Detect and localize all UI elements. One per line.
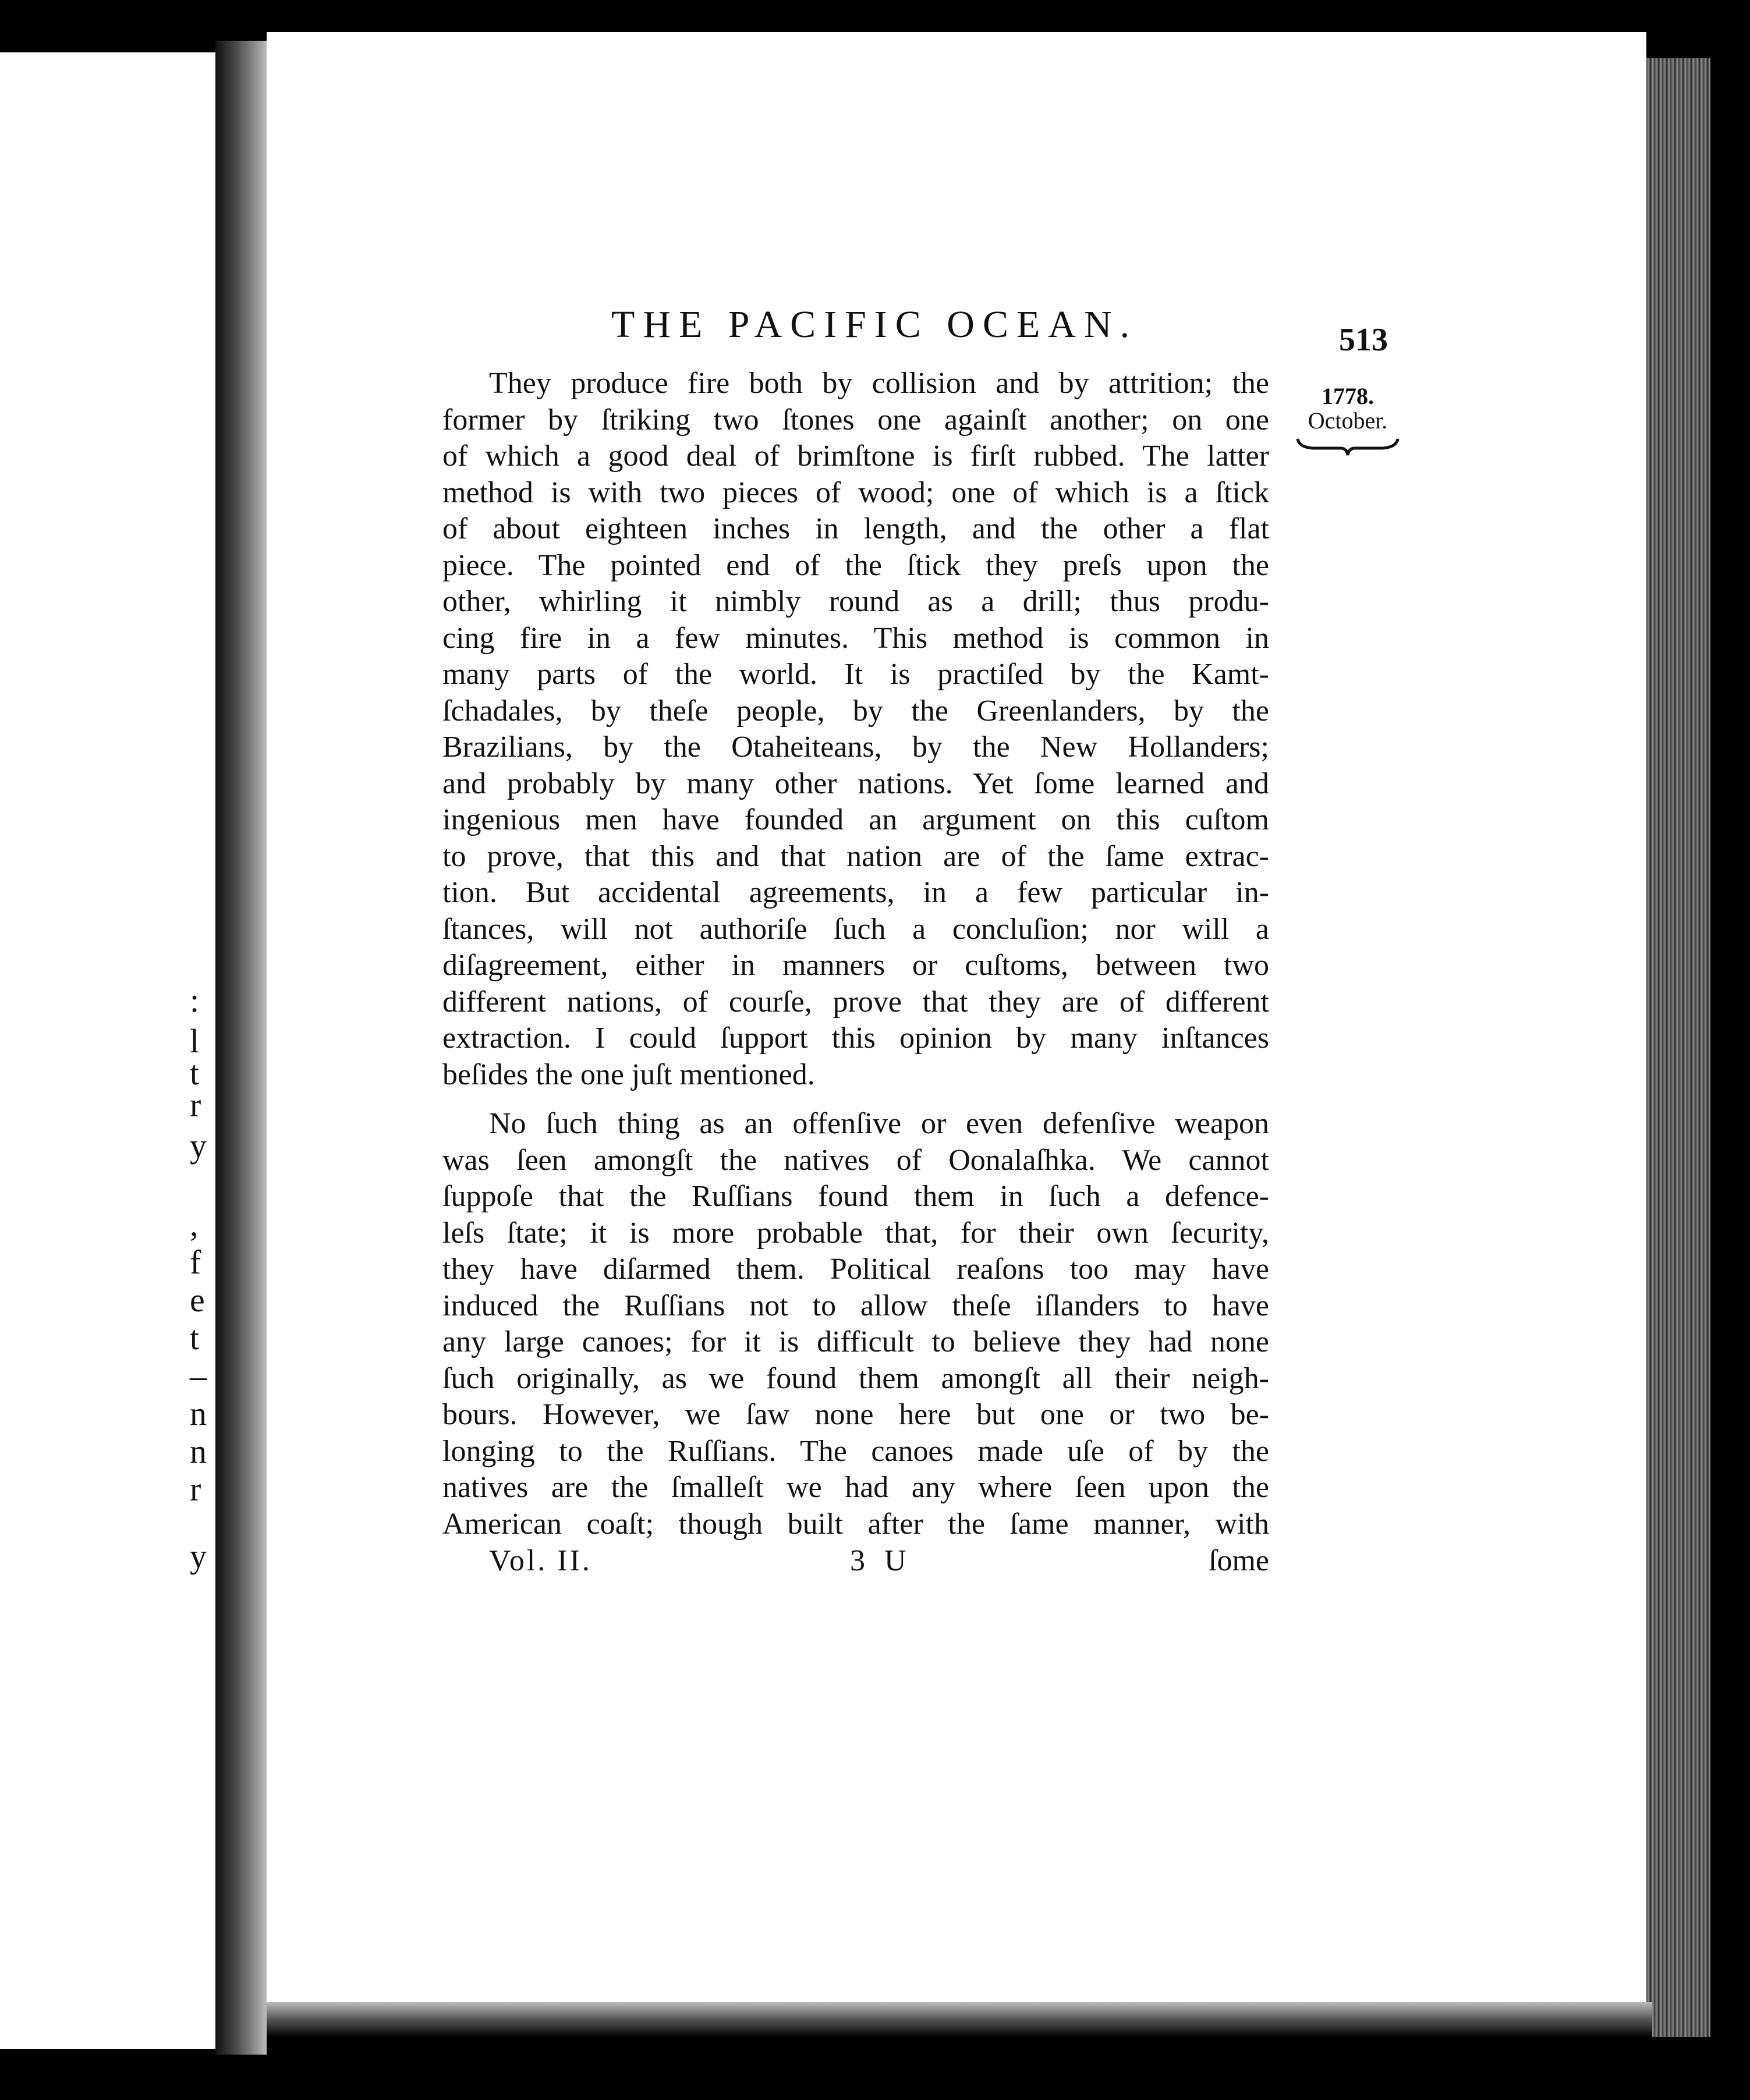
text-line: extraction. I could ſupport this opinion by many inſtances	[442, 1021, 1269, 1055]
left-page-fragment: t	[190, 1054, 200, 1092]
text-line: Brazilians, by the Otaheiteans, by the New Hollanders;	[442, 730, 1269, 764]
text-line: ſchadales, by theſe people, by the Greenlanders, by the	[442, 694, 1269, 728]
left-page-fragment: r	[190, 1086, 201, 1124]
text-line: ſtances, will not authoriſe ſuch a concluſion; nor will a	[442, 912, 1269, 946]
text-line: natives are the ſmalleſt we had any where ſeen upon the	[442, 1471, 1269, 1504]
text-line: other, whirling it nimbly round as a drill; thus produ-	[442, 585, 1269, 618]
text-line: No ſuch thing as an offenſive or even defenſive weapon	[489, 1107, 1269, 1140]
margin-month: October.	[1308, 407, 1388, 434]
left-page-fragment: r	[190, 1470, 201, 1508]
left-page-fragment: t	[190, 1319, 200, 1357]
text-line: of about eighteen inches in length, and the other a flat	[442, 512, 1269, 545]
margin-year: 1778.	[1322, 383, 1374, 409]
text-line: method is with two pieces of wood; one of which is a ſtick	[442, 476, 1269, 509]
left-page-fragment: –	[190, 1357, 207, 1395]
text-line: induced the Ruſſians not to allow theſe iſlanders to have	[442, 1289, 1269, 1322]
paragraph-gap	[442, 1093, 1269, 1106]
left-page-fragment: n	[190, 1432, 207, 1470]
text-line: beſides the one juſt mentioned.	[442, 1058, 815, 1091]
text-line: piece. The pointed end of the ſtick they preſs upon the	[442, 548, 1269, 582]
text-line: different nations, of courſe, prove that they are of different	[442, 985, 1269, 1019]
signature-mark: 3 U	[850, 1544, 912, 1577]
left-page-fragment: :	[190, 981, 200, 1019]
text-line: any large canoes; for it is difficult to believe they had none	[442, 1325, 1269, 1358]
page-number: 513	[1339, 322, 1388, 358]
left-page-fragment: l	[190, 1022, 200, 1060]
text-line: cing fire in a few minutes. This method is common in	[442, 621, 1269, 655]
text-line: of which a good deal of brimſtone is firſt rubbed. The latter	[442, 439, 1269, 473]
text-line: bours. However, we ſaw none here but one or two be-	[442, 1398, 1269, 1431]
text-line: and probably by many other nations. Yet ſome learned and	[442, 767, 1269, 800]
text-line: American coaſt; though built after the ſame manner, with	[442, 1507, 1269, 1541]
page-footer	[489, 1544, 1269, 1584]
body-text	[442, 366, 1269, 1542]
text-line: longing to the Ruſſians. The canoes made uſe of by the	[442, 1434, 1269, 1468]
text-line: They produce fire both by collision and by attrition; the	[489, 367, 1269, 400]
text-line: they have diſarmed them. Political reaſons too may have	[442, 1253, 1269, 1286]
volume-mark: Vol. II.	[489, 1544, 592, 1577]
text-line: ſuch originally, as we found them amongſt all their neigh-	[442, 1361, 1269, 1395]
running-head: THE PACIFIC OCEAN.	[611, 303, 1138, 346]
text-line: to prove, that this and that nation are of the ſame extrac-	[442, 839, 1269, 873]
left-page-fragment: ,	[190, 1205, 199, 1243]
left-page-fragment: y	[190, 1537, 207, 1575]
left-page-fragment: n	[190, 1395, 207, 1432]
left-page-fragment: f	[190, 1243, 201, 1281]
catchword: ſome	[1209, 1544, 1269, 1577]
text-line: was ſeen amongſt the natives of Oonalaſhka. We cannot	[442, 1143, 1269, 1177]
margin-date-note	[1290, 384, 1406, 459]
text-line: former by ſtriking two ſtones one againſt another; on one	[442, 403, 1269, 437]
left-page-fragment: e	[190, 1281, 205, 1319]
text-line: ingenious men have founded an argument on this cuſtom	[442, 803, 1269, 836]
left-page-fragment: y	[190, 1127, 207, 1165]
text-line: many parts of the world. It is practiſed by the Kamt-	[442, 658, 1269, 691]
text-line: tion. But accidental agreements, in a few particular in-	[442, 876, 1269, 909]
margin-brace-icon	[1295, 435, 1400, 459]
text-line: diſagreement, either in manners or cuſtoms, between two	[442, 949, 1269, 982]
text-line: leſs ſtate; it is more probable that, for their own ſecurity,	[442, 1216, 1269, 1250]
text-line: ſuppoſe that the Ruſſians found them in ſuch a defence-	[442, 1180, 1269, 1213]
